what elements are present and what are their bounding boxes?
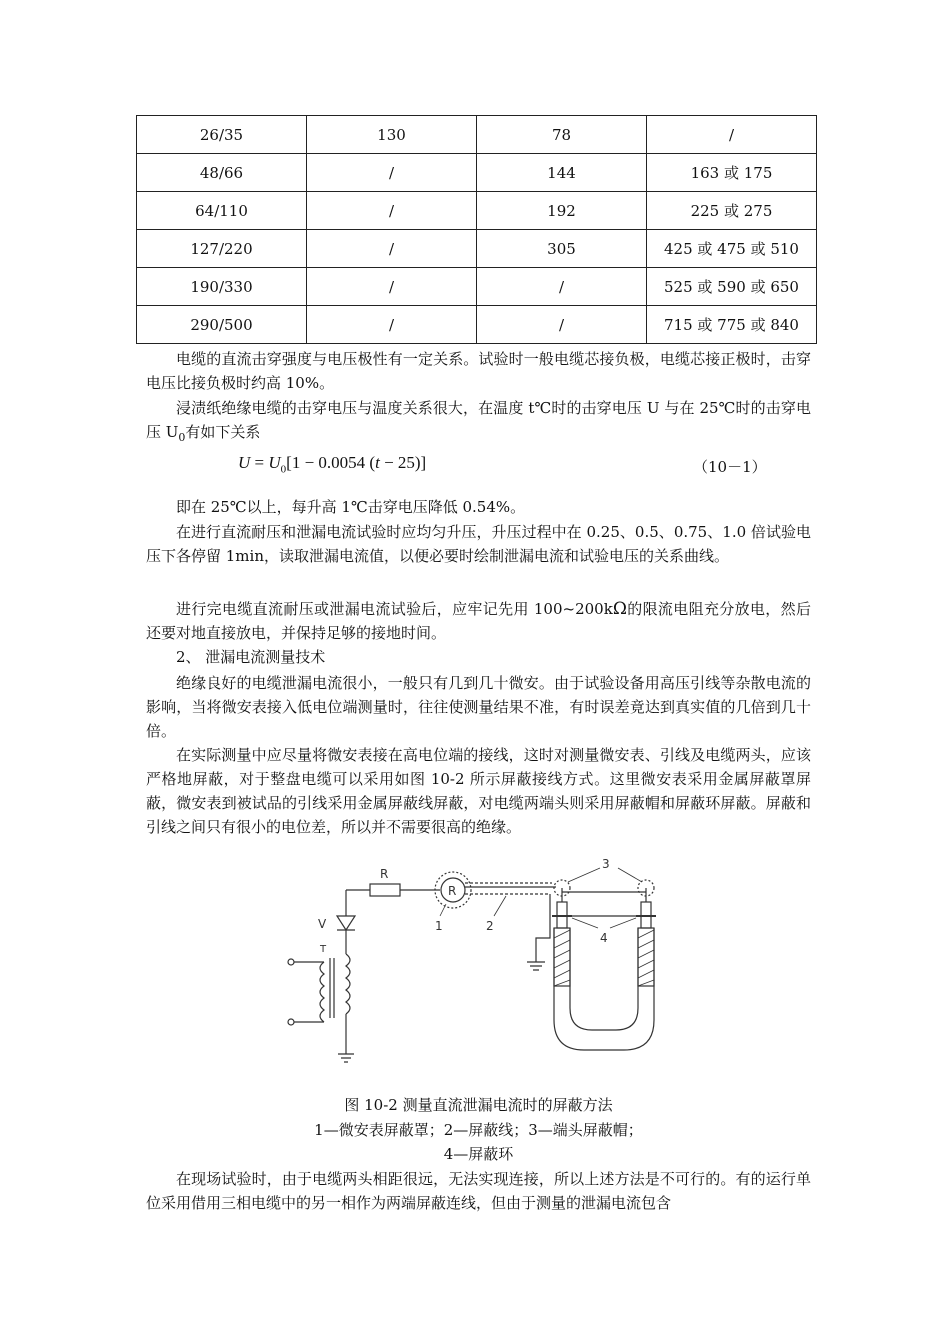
table-cell: 130	[307, 116, 477, 154]
label-3: 3	[602, 858, 610, 871]
paragraph-shielding: 在实际测量中应尽量将微安表接在高电位端的接线，这时对测量微安表、引线及电缆两头，应该严格地屏蔽，对于整盘电缆可以采用如图 10-2 所示屏蔽接线方式。这里微安表采用金属屏蔽罩屏蔽，微安表到被试品的引线采用金属屏蔽线屏蔽，对电缆两端头则采用屏蔽帽和屏蔽环屏蔽。屏蔽和引线之间只有很小的电位差，所以并不需要很高的绝缘。	[146, 746, 811, 836]
leader-2	[494, 896, 506, 916]
resistor-r	[370, 884, 400, 896]
table-cell: 127/220	[137, 230, 307, 268]
figure-caption-line2: 1—微安表屏蔽罩；2—屏蔽线；3—端头屏蔽帽；	[314, 1121, 643, 1139]
table-cell: 190/330	[137, 268, 307, 306]
table-cell: 64/110	[137, 192, 307, 230]
table-cell: 26/35	[137, 116, 307, 154]
table-cell: /	[477, 268, 647, 306]
label-r: R	[380, 867, 389, 881]
table-cell: 425 或 475 或 510	[647, 230, 817, 268]
paragraph-temperature-text: 浸渍纸绝缘电缆的击穿电压与温度关系很大，在温度 t℃时的击穿电压 U 与在 25℃时的击穿电压 U	[146, 399, 811, 441]
paragraph-temperature-tail: 有如下关系	[185, 423, 261, 441]
formula-eq: =	[250, 453, 269, 472]
formula-number: （10－1）	[693, 458, 767, 476]
table-cell: /	[477, 306, 647, 344]
voltage-table	[136, 115, 817, 344]
table-cell: /	[307, 306, 477, 344]
formula-t: t	[375, 453, 380, 472]
omega-symbol: Ω	[612, 599, 627, 619]
label-meter: R	[448, 884, 457, 898]
label-1: 1	[435, 919, 443, 933]
input-terminal-bottom	[288, 1019, 294, 1025]
table-cell: 525 或 590 或 650	[647, 268, 817, 306]
formula-body: [1 − 0.0054 (	[286, 453, 376, 472]
table-cell: 225 或 275	[647, 192, 817, 230]
diode-v	[337, 916, 355, 930]
cable-outer	[554, 928, 654, 1050]
formula-tail: − 25)]	[379, 453, 427, 472]
ground-right	[527, 962, 545, 970]
table-cell: 48/66	[137, 154, 307, 192]
transformer-secondary	[346, 954, 350, 1014]
table-cell: 163 或 175	[647, 154, 817, 192]
table-cell: 192	[477, 192, 647, 230]
terminal-stems	[562, 888, 646, 902]
ground-left	[338, 1054, 354, 1062]
paragraph-procedure: 在进行直流耐压和泄漏电流试验时应均匀升压，升压过程中在 0.25、0.5、0.75、1.0 倍试验电压下各停留 1min，读取泄漏电流值，以便必要时绘制泄漏电流和试验电压的关系曲线。	[146, 523, 811, 565]
formula-u-sub: 0	[280, 463, 287, 476]
table-cell: /	[307, 268, 477, 306]
table-row	[137, 306, 817, 344]
table-body	[137, 116, 817, 344]
formula-u: U	[268, 453, 281, 472]
table-cell: 144	[477, 154, 647, 192]
hatch-right	[638, 930, 654, 986]
table-cell: /	[307, 154, 477, 192]
paragraph-rate: 即在 25℃以上，每升高 1℃击穿电压降低 0.54%。	[176, 498, 526, 516]
label-2: 2	[486, 919, 494, 933]
paragraph-temperature	[146, 396, 811, 450]
lead-shield	[465, 883, 552, 894]
table-row	[137, 268, 817, 306]
label-t: T	[320, 944, 327, 955]
leader-1	[440, 904, 446, 916]
shield-ground-wire	[536, 904, 550, 962]
table-cell: 290/500	[137, 306, 307, 344]
section-heading: 2、 泄漏电流测量技术	[176, 648, 326, 666]
paragraph-polarity: 电缆的直流击穿强度与电压极性有一定关系。试验时一般电缆芯接负极，电缆芯接正极时，击穿电压比接负极时约高 10%。	[146, 350, 811, 392]
hatch-left	[554, 930, 570, 986]
formula-10-1	[238, 453, 426, 475]
paragraph-field-test: 在现场试验时，由于电缆两头相距很远，无法实现连接，所以上述方法是不可行的。有的运行单位采用借用三相电缆中的另一相作为两端屏蔽连线，但由于测量的泄漏电流包含	[146, 1170, 811, 1212]
table-cell: /	[307, 192, 477, 230]
table-cell: 715 或 775 或 840	[647, 306, 817, 344]
formula-lhs: U	[238, 453, 251, 472]
leader-4	[572, 918, 636, 928]
table-row	[137, 116, 817, 154]
table-cell: /	[647, 116, 817, 154]
table-cell: 305	[477, 230, 647, 268]
table-row	[137, 230, 817, 268]
paragraph-discharge-after: 的限流电阻充分放电，然后还要对地直接放电，并保持足够的接地时间。	[146, 600, 811, 642]
transformer-core	[330, 958, 334, 1018]
label-4: 4	[600, 931, 608, 945]
table-cell: 78	[477, 116, 647, 154]
paragraph-discharge	[146, 597, 811, 645]
u0-subscript: 0	[178, 431, 186, 444]
table-row	[137, 192, 817, 230]
figure-caption-line3: 4—屏蔽环	[443, 1145, 514, 1163]
shielding-circuit-diagram	[280, 858, 670, 1080]
figure-caption-title: 图 10-2 测量直流泄漏电流时的屏蔽方法	[344, 1096, 613, 1114]
input-terminal-top	[288, 959, 294, 965]
transformer-primary	[320, 962, 324, 1022]
paragraph-leakage-small: 绝缘良好的电缆泄漏电流很小，一般只有几到几十微安。由于试验设备用高压引线等杂散电流的影响，当将微安表接入低电位端测量时，往往使测量结果不准，有时误差竟达到真实值的几倍到几十倍。	[146, 674, 811, 740]
table-cell: /	[307, 230, 477, 268]
table-row	[137, 154, 817, 192]
label-v: V	[318, 917, 327, 931]
paragraph-discharge-before: 进行完电缆直流耐压或泄漏电流试验后，应牢记先用 100~200k	[176, 600, 613, 618]
